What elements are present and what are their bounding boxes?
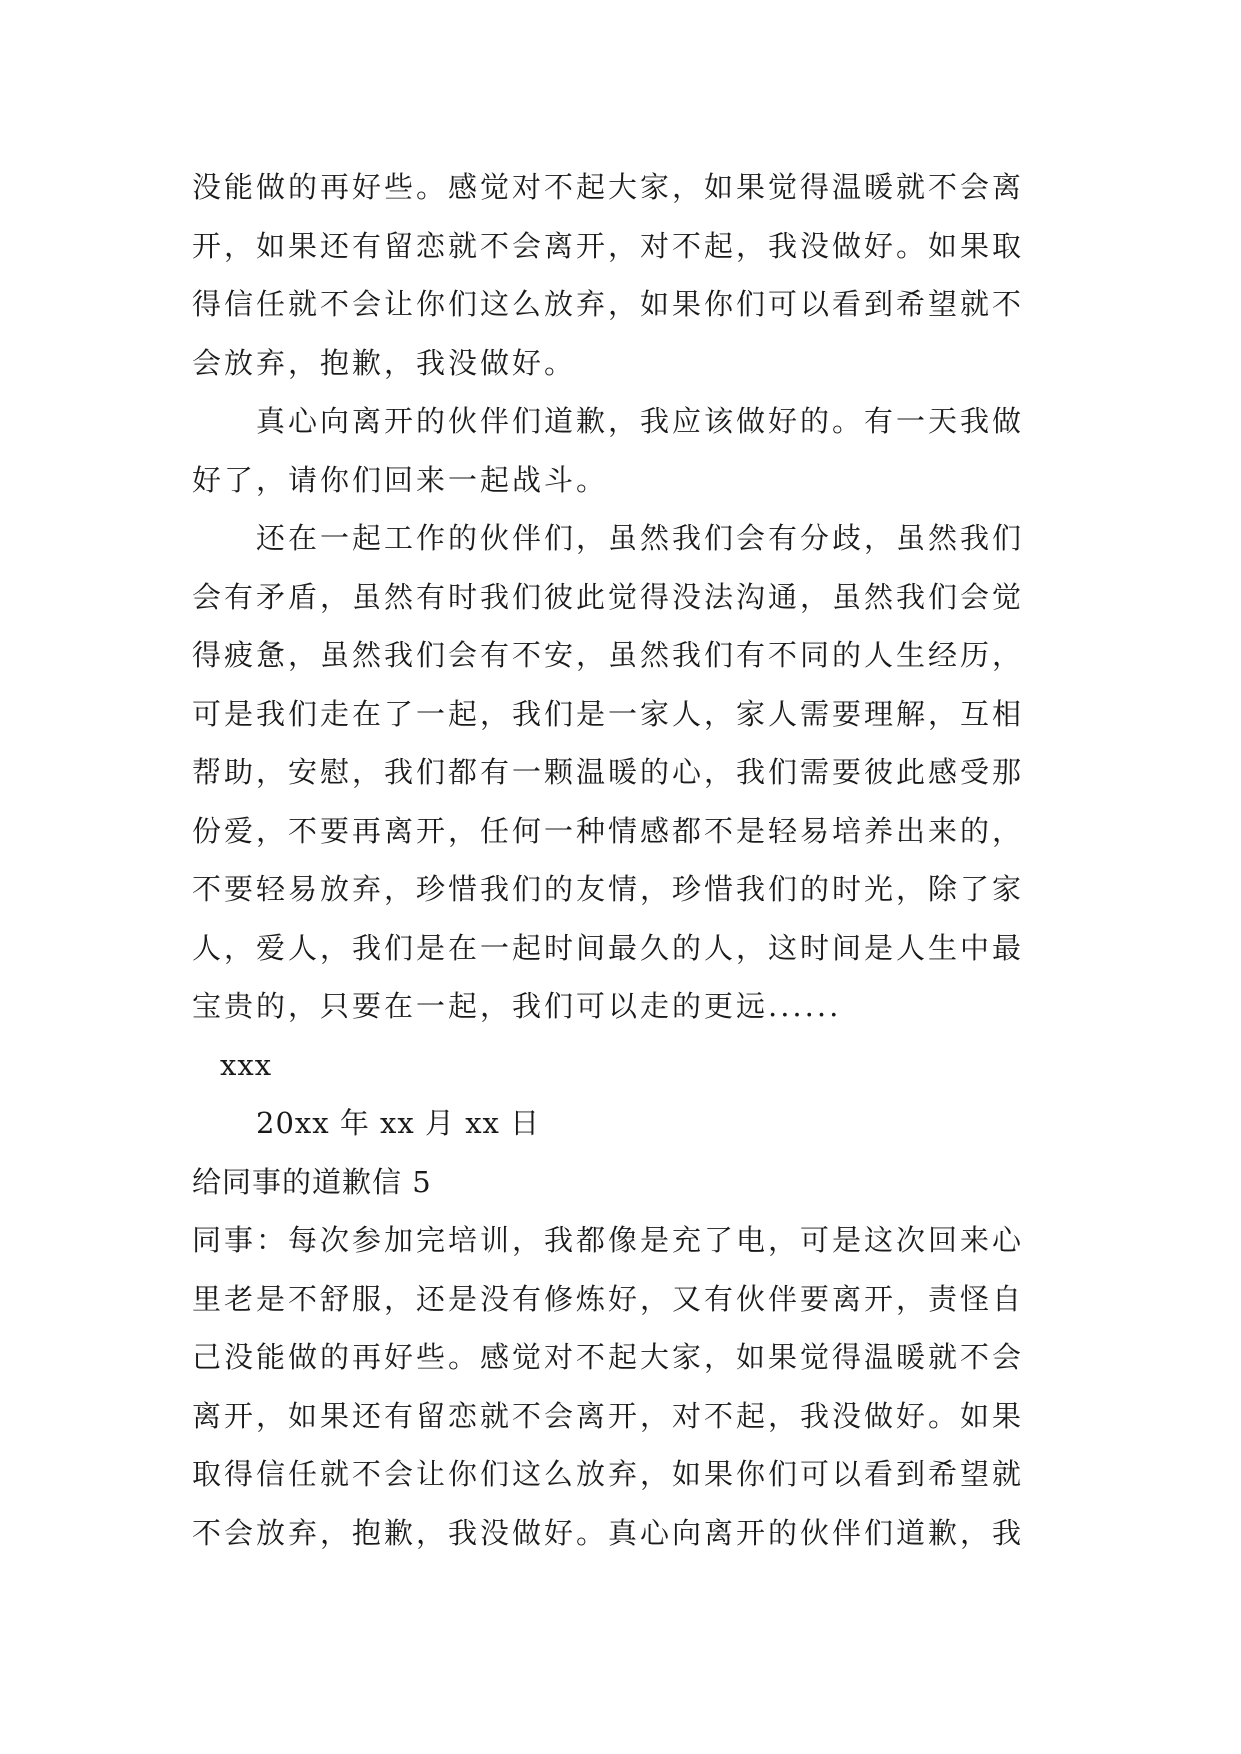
text-line: 开，如果还有留恋就不会离开，对不起，我没做好。如果取 <box>192 228 1025 263</box>
text-line: 份爱，不要再离开，任何一种情感都不是轻易培养出来的， <box>192 813 1025 848</box>
text-line: 不会放弃，抱歉，我没做好。真心向离开的伙伴们道歉，我 <box>192 1515 1025 1550</box>
text-line: 得疲惫，虽然我们会有不安，虽然我们有不同的人生经历， <box>192 638 1025 672</box>
signature-line: xxx <box>220 1047 273 1082</box>
text-line: 宝贵的，只要在一起，我们可以走的更远...... <box>192 989 842 1023</box>
text-line: 同事：每次参加完培训，我都像是充了电，可是这次回来心 <box>192 1223 1025 1257</box>
text-line: 帮助，安慰，我们都有一颗温暖的心，我们需要彼此感受那 <box>192 755 1025 789</box>
paragraph-start-line: 真心向离开的伙伴们道歉，我应该做好的。有一天我做 <box>256 404 1025 438</box>
date-line: 20xx 年 xx 月 xx 日 <box>256 1106 541 1140</box>
letter-body <box>192 158 1072 1562</box>
text-line: 得信任就不会让你们这么放弃，如果你们可以看到希望就不 <box>192 287 1025 321</box>
text-line: 会有矛盾，虽然有时我们彼此觉得没法沟通，虽然我们会觉 <box>192 579 1025 614</box>
text-line: 己没能做的再好些。感觉对不起大家，如果觉得温暖就不会 <box>192 1340 1025 1374</box>
text-line: 会放弃，抱歉，我没做好。 <box>192 345 577 380</box>
text-line: 不要轻易放弃，珍惜我们的友情，珍惜我们的时光，除了家 <box>192 872 1025 906</box>
text-line: 没能做的再好些。感觉对不起大家，如果觉得温暖就不会离 <box>192 170 1025 204</box>
text-line: 好了，请你们回来一起战斗。 <box>192 462 609 497</box>
text-line: 里老是不舒服，还是没有修炼好，又有伙伴要离开，责怪自 <box>192 1281 1025 1316</box>
text-line: 可是我们走在了一起，我们是一家人，家人需要理解，互相 <box>192 696 1025 731</box>
text-line: 取得信任就不会让你们这么放弃，如果你们可以看到希望就 <box>192 1457 1025 1491</box>
section-heading: 给同事的道歉信 5 <box>192 1164 432 1199</box>
paragraph-start-line: 还在一起工作的伙伴们，虽然我们会有分歧，虽然我们 <box>256 521 1025 555</box>
text-line: 人，爱人，我们是在一起时间最久的人，这时间是人生中最 <box>192 930 1025 965</box>
text-line: 离开，如果还有留恋就不会离开，对不起，我没做好。如果 <box>192 1398 1025 1433</box>
